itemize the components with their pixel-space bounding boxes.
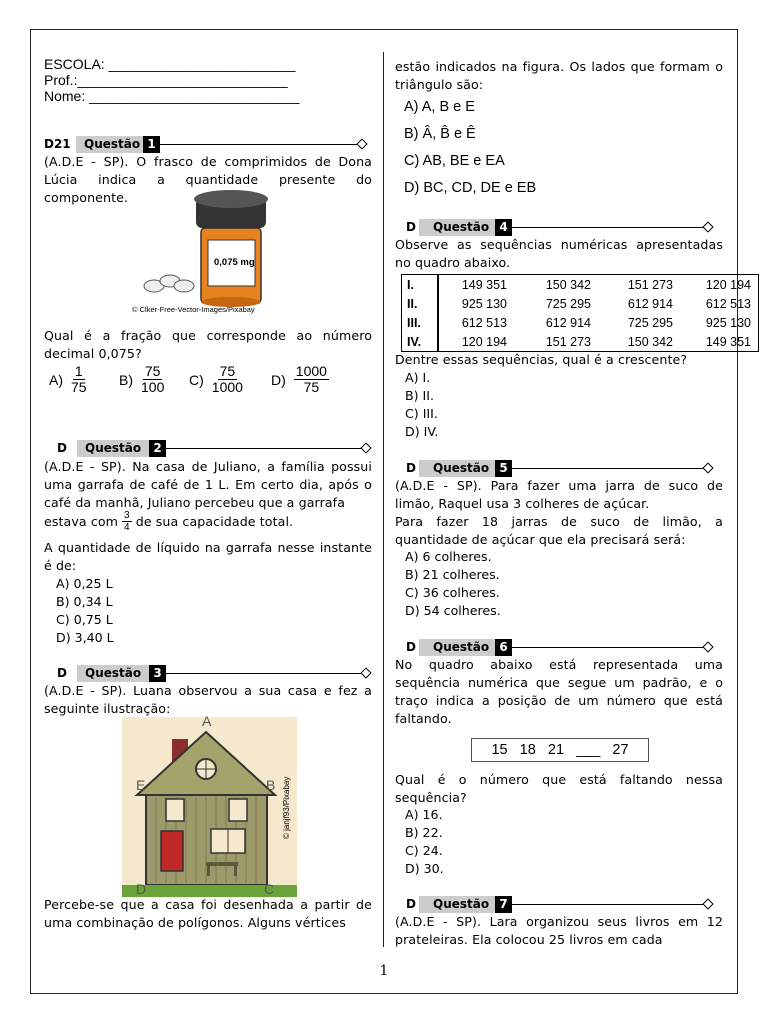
question-3-text-2: Percebe-se que a casa foi desenhada a partir de uma combinação de polígonos. Alguns vértices: [44, 897, 372, 930]
vertex-b-label: B: [266, 777, 276, 793]
option-a[interactable]: A) 0,25 L: [56, 576, 113, 591]
student-header: [44, 56, 299, 104]
bottle-label: 0,075 mg: [214, 257, 255, 268]
option-b[interactable]: B) Â, B̂ e Ê: [404, 126, 476, 142]
question-number: 4: [495, 219, 512, 236]
option-d[interactable]: D) 30.: [405, 861, 444, 876]
question-number: 3: [149, 665, 166, 682]
house-image: [122, 713, 297, 897]
question-2-header: D Questão 2: [57, 438, 370, 458]
table-row: III. 612 513 612 914 725 295 925 130: [402, 313, 757, 332]
option-d[interactable]: D) IV.: [405, 424, 439, 439]
option-b[interactable]: B) 21 colheres.: [405, 567, 500, 582]
option-c[interactable]: C) III.: [405, 406, 438, 421]
question-number: 6: [495, 639, 512, 656]
question-4-prompt: Dentre essas sequências, qual é a crescente?: [395, 352, 688, 367]
sequence-table: [401, 274, 759, 352]
vertex-a-label: A: [202, 713, 212, 729]
option-b[interactable]: B) II.: [405, 388, 434, 403]
table-row: I. 149 351 150 342 151 273 120 194: [402, 275, 757, 294]
column-divider: [383, 52, 384, 947]
option-a[interactable]: A) $\frac{1}{75}$: [49, 363, 87, 395]
question-3-options: [404, 94, 536, 202]
question-label: Questão: [76, 136, 143, 153]
question-7-text: (A.D.E - SP). Lara organizou seus livros em 12 prateleiras. Ela colocou 25 livros em cada: [395, 914, 723, 947]
option-c[interactable]: C) $\frac{75}{1000}$: [189, 363, 243, 395]
name-field[interactable]: Nome: ___________________________: [44, 88, 300, 104]
question-7-header: D Questão 7: [406, 894, 712, 914]
option-b[interactable]: B) 0,34 L: [56, 594, 113, 609]
diamond-icon: [702, 462, 713, 473]
question-6-text: No quadro abaixo está representada uma sequência numérica que segue um padrão, e o traço indica a posição de um número que está faltando.: [395, 657, 723, 726]
question-label: Questão: [77, 440, 149, 457]
option-a[interactable]: A) 6 colheres.: [405, 549, 492, 564]
question-1-header: D21 Questão 1: [44, 134, 366, 154]
question-number: 1: [143, 136, 160, 153]
question-label: Questão: [419, 639, 495, 656]
diamond-icon: [360, 667, 371, 678]
school-field[interactable]: ESCOLA: ________________________: [44, 56, 296, 72]
option-c[interactable]: C) AB, BE e EA: [404, 153, 505, 169]
question-4-header: D Questão 4: [406, 217, 712, 237]
question-number: 2: [149, 440, 166, 457]
diamond-icon: [702, 641, 713, 652]
option-d[interactable]: D) $\frac{1000}{75}$: [271, 363, 327, 395]
option-a[interactable]: A) 16.: [405, 807, 443, 822]
question-4-text: Observe as sequências numéricas apresentadas no quadro abaixo.: [395, 237, 723, 270]
option-c[interactable]: C) 24.: [405, 843, 443, 858]
question-number: 7: [495, 896, 512, 913]
question-5-text: (A.D.E - SP). Para fazer uma jarra de suco de limão, Raquel usa 3 colheres de açúcar.: [395, 478, 723, 511]
diamond-icon: [360, 442, 371, 453]
question-label: Questão: [77, 665, 149, 682]
question-6-options: [397, 806, 444, 878]
question-label: Questão: [419, 896, 495, 913]
question-label: Questão: [419, 460, 495, 477]
question-5-options: [397, 548, 501, 620]
option-c[interactable]: C) 0,75 L: [56, 612, 113, 627]
question-6-header: D Questão 6: [406, 637, 712, 657]
option-d[interactable]: D) BC, CD, DE e EB: [404, 180, 537, 196]
question-4-options: [397, 369, 438, 441]
image-credit: © Clker-Free-Vector-Images/Pixabay: [132, 305, 255, 314]
page-number: 1: [379, 963, 389, 979]
question-number: 5: [495, 460, 512, 477]
vertex-c-label: C: [264, 881, 275, 897]
vertex-d-label: D: [136, 881, 147, 897]
pill-bottle-image: [132, 188, 286, 320]
diamond-icon: [702, 898, 713, 909]
option-a[interactable]: A) A, B e E: [404, 99, 475, 115]
table-row: IV. 120 194 151 273 150 342 149 351: [402, 332, 757, 351]
option-b[interactable]: B) $\frac{75}{100}$: [119, 363, 165, 395]
number-sequence-box: 15 18 21 ___ 27: [471, 738, 649, 762]
question-2-options: [48, 575, 114, 647]
option-d[interactable]: D) 54 colheres.: [405, 603, 501, 618]
question-5-text-2: Para fazer 18 jarras de suco de limão, a quantidade de açúcar que ela precisará será:: [395, 514, 723, 547]
question-5-header: D Questão 5: [406, 458, 712, 478]
question-3-continuation: estão indicados na figura. Os lados que formam o triângulo são:: [395, 59, 723, 92]
question-2-fraction-line: estava com $\frac{3}{4}$ de sua capacidade total.: [44, 510, 294, 533]
question-1-text: (A.D.E - SP). O frasco de comprimidos de Dona Lúcia indica a quantidade presente do componente.: [44, 154, 372, 205]
question-2-prompt: A quantidade de líquido na garrafa nesse instante é de:: [44, 540, 372, 573]
question-2-text: (A.D.E - SP). Na casa de Juliano, a família possui uma garrafa de café de 1 L. Em certo dia, após o café da manhã, Juliano percebeu que a garrafa: [44, 459, 372, 510]
question-1-prompt: Qual é a fração que corresponde ao número decimal 0,075?: [44, 328, 372, 361]
image-credit: © janjf93/Pixabay: [282, 776, 291, 839]
question-3-header: D Questão 3: [57, 663, 370, 683]
question-1-options: [49, 364, 329, 395]
option-d[interactable]: D) 3,40 L: [56, 630, 114, 645]
option-b[interactable]: B) 22.: [405, 825, 443, 840]
question-6-prompt: Qual é o número que está faltando nessa sequência?: [395, 772, 723, 805]
option-a[interactable]: A) I.: [405, 370, 431, 385]
question-3-text: (A.D.E - SP). Luana observou a sua casa e fez a seguinte ilustração:: [44, 683, 372, 716]
diamond-icon: [356, 138, 367, 149]
question-label: Questão: [419, 219, 495, 236]
diamond-icon: [702, 221, 713, 232]
option-c[interactable]: C) 36 colheres.: [405, 585, 500, 600]
teacher-field[interactable]: Prof.:___________________________: [44, 72, 288, 88]
table-row: II. 925 130 725 295 612 914 612 513: [402, 294, 757, 313]
vertex-e-label: E: [136, 777, 146, 793]
